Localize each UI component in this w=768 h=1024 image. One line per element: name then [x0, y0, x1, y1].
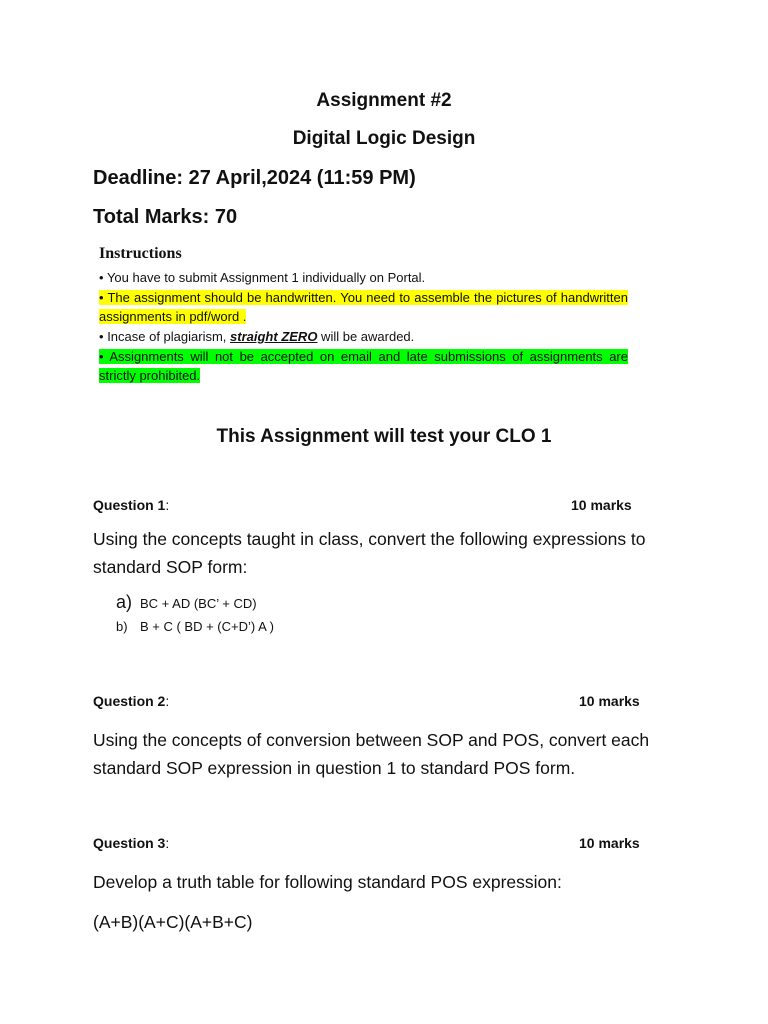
instruction-item-1 [99, 268, 628, 287]
question-colon: : [165, 497, 170, 513]
question-1-marks: 10 marks [571, 497, 632, 513]
question-3-marks: 10 marks [579, 835, 640, 851]
instruction-text: You have to submit Assignment 1 individually on Portal. [106, 270, 426, 285]
part-label: b) [116, 619, 128, 634]
instruction-highlight-yellow [99, 290, 628, 324]
part-expression: B + C ( BD + (C+D’) A ) [140, 619, 275, 634]
clo-heading: This Assignment will test your CLO 1 [216, 426, 552, 447]
instruction-text: The assignment should be handwritten. You need to assemble the pictures of handwritten assignments in pdf/word . [99, 290, 628, 324]
question-2-text: Using the concepts of conversion between SOP and POS, convert each standard SOP expression in question 1 to standard POS form. [93, 730, 650, 778]
assignment-title: Assignment #2 [316, 90, 452, 111]
question-1-text: Using the concepts taught in class, convert the following expressions to standard SOP form: [93, 529, 646, 577]
question-label-text: Question 1 [93, 497, 166, 513]
question-label-text: Question 2 [93, 693, 166, 709]
bullet: • [99, 349, 104, 364]
instruction-text-after: will be awarded. [317, 329, 415, 344]
question-colon: : [165, 693, 170, 709]
straight-zero-emphasis: straight ZERO [230, 329, 318, 344]
bullet: • [99, 329, 104, 344]
instructions-title: Instructions [99, 245, 182, 262]
part-expression: BC + AD (BC’ + CD) [140, 596, 257, 611]
question-label-text: Question 3 [93, 835, 166, 851]
instruction-text: Assignments will not be accepted on email and late submissions of assignments are strictly prohibited. [99, 349, 628, 383]
question-2-label [93, 693, 169, 709]
question-2-marks: 10 marks [579, 693, 640, 709]
question-1-label [93, 497, 169, 513]
instruction-item-2 [99, 288, 628, 326]
instruction-highlight-green [99, 349, 628, 383]
total-marks: Total Marks: 70 [93, 206, 238, 228]
question-3-expression: (A+B)(A+C)(A+B+C) [93, 912, 253, 932]
question-1-part-a [116, 592, 257, 613]
deadline: Deadline: 27 April,2024 (11:59 PM) [93, 167, 416, 189]
part-label: a) [116, 592, 133, 612]
question-3-label [93, 835, 169, 851]
course-title: Digital Logic Design [292, 128, 476, 149]
question-1-part-b [116, 619, 274, 634]
question-3-text: Develop a truth table for following standard POS expression: [93, 872, 562, 892]
instruction-text-before: Incase of plagiarism, [107, 329, 231, 344]
question-colon: : [165, 835, 170, 851]
bullet: • [99, 270, 104, 285]
bullet: • [99, 290, 104, 305]
instruction-item-4 [99, 347, 628, 385]
instruction-item-3 [99, 327, 628, 346]
